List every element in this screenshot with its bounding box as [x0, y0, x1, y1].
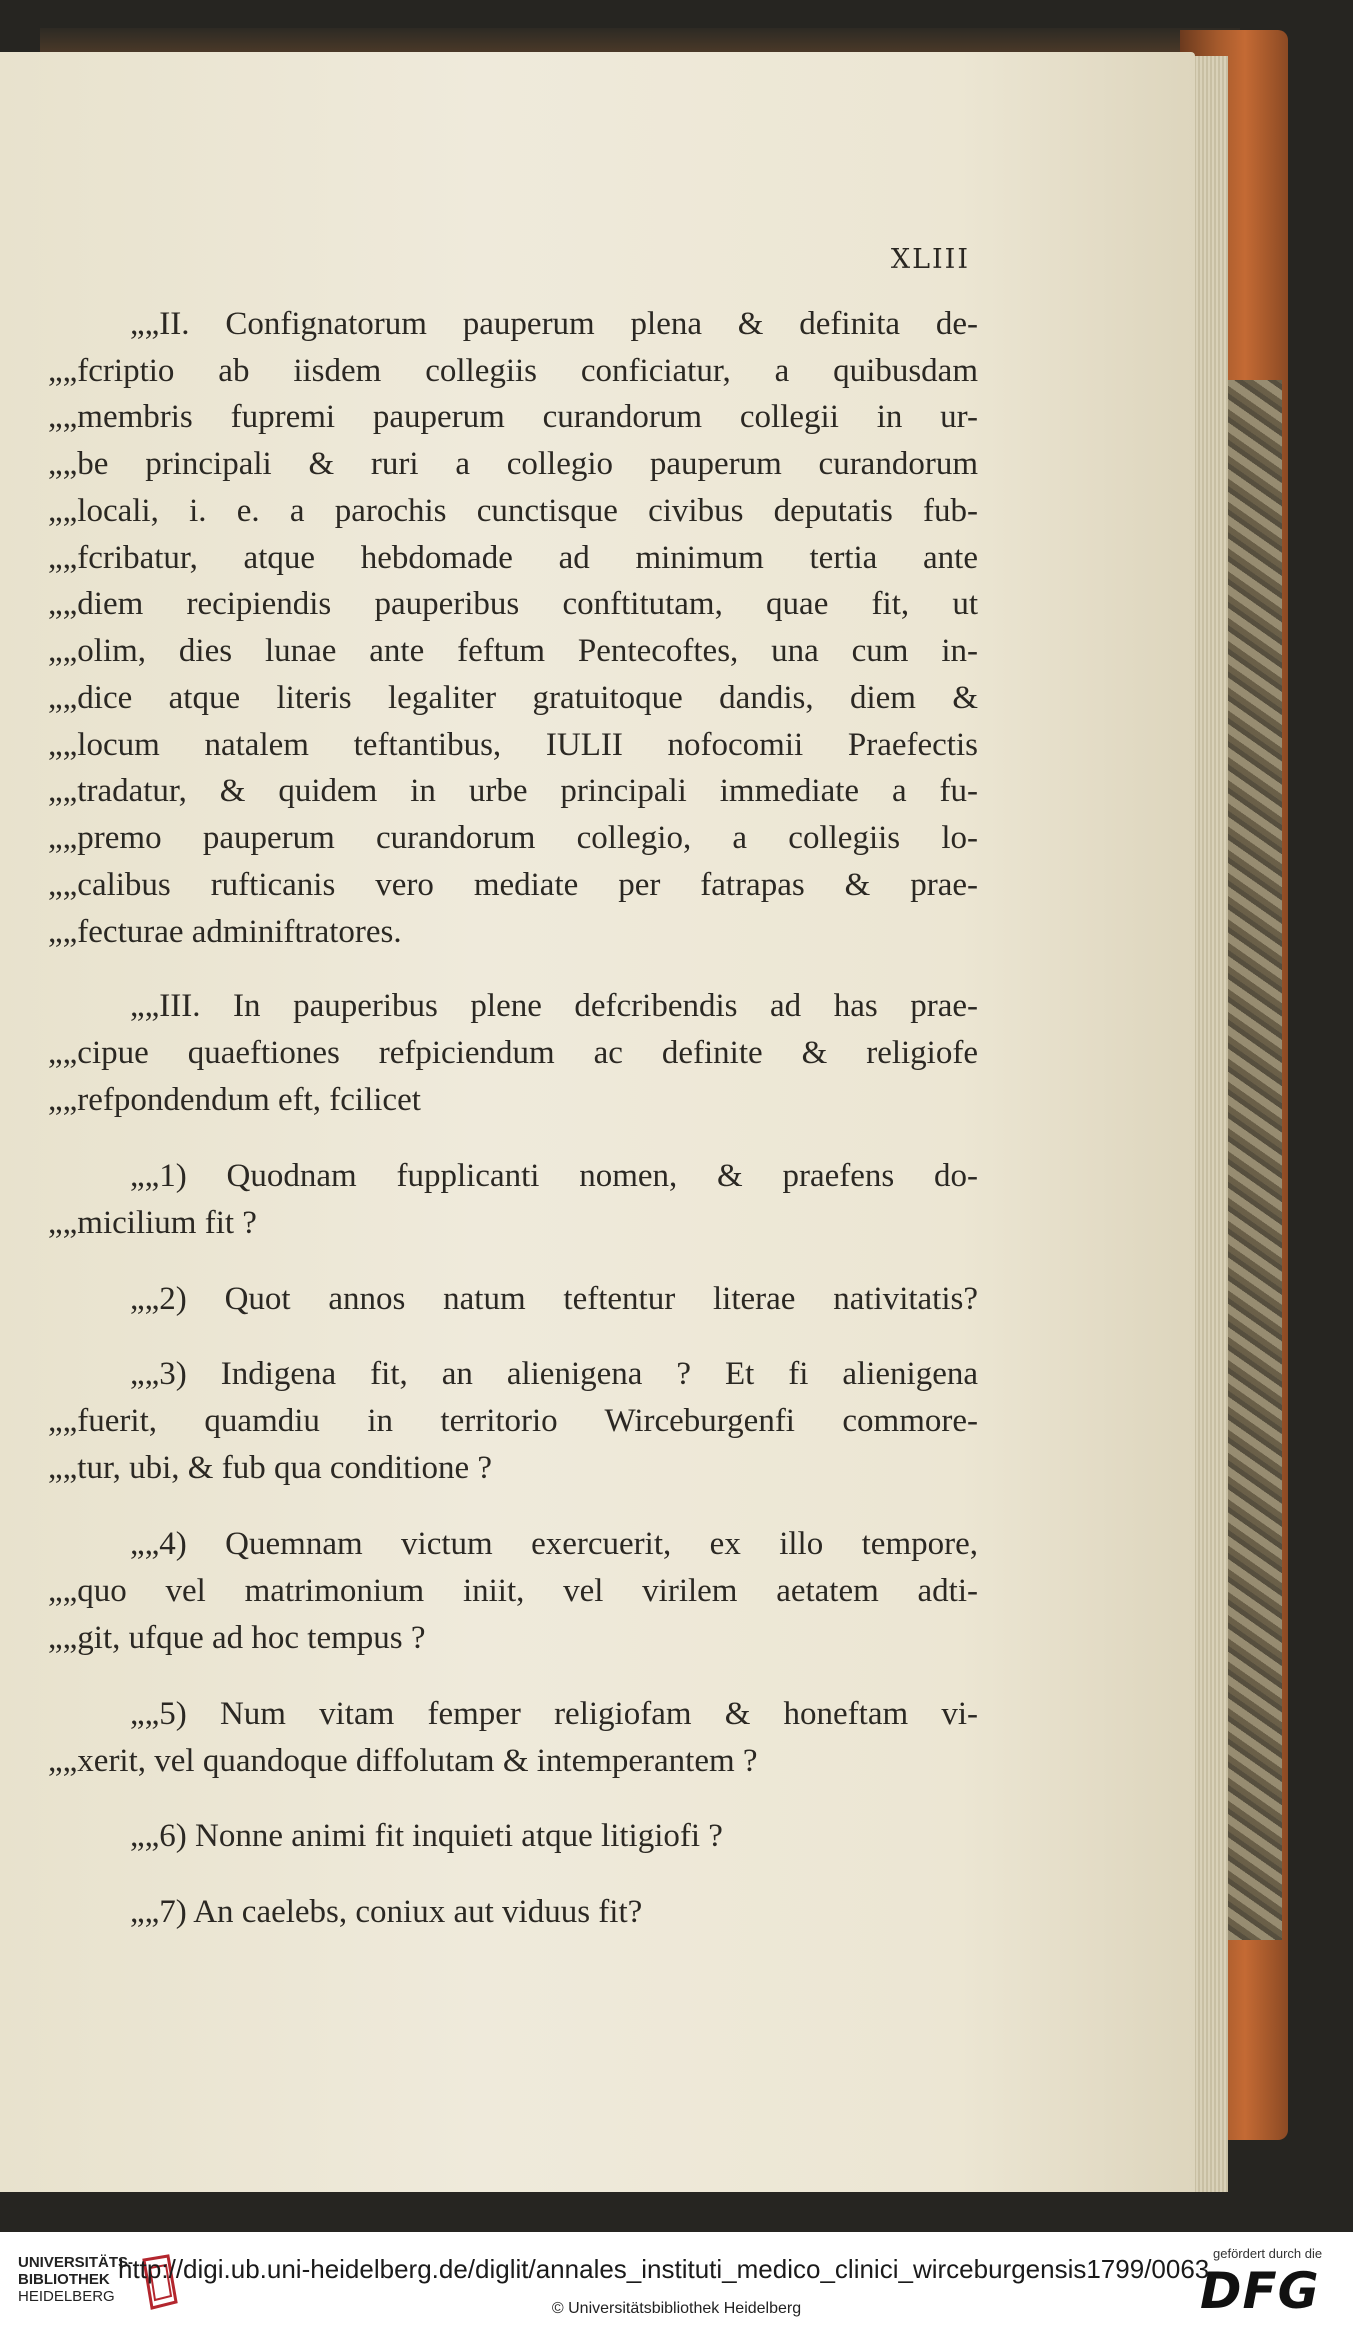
page-number: XLIII [890, 244, 970, 275]
library-name-line1: UNIVERSITÄTS- [18, 2254, 134, 2271]
text-line: „„fuerit, quamdiu in territorio Wirceburgenfi commore- [48, 1403, 978, 1439]
text-line: „„III. In pauperibus plene defcribendis ad has prae- [130, 988, 978, 1024]
text-line: „„locum natalem teftantibus, IULII nofocomii Praefectis [48, 727, 978, 763]
viewer-footer [0, 2232, 1353, 2329]
text-line: „„diem recipiendis pauperibus conftitutam, quae fit, ut [48, 586, 978, 622]
text-line: „„3) Indigena fit, an alienigena ? Et fi alienigena [130, 1356, 978, 1392]
library-name-line2: BIBLIOTHEK [18, 2271, 110, 2288]
text-line: „„5) Num vitam femper religiofam & honeftam vi- [130, 1696, 978, 1732]
text-line: „„tur, ubi, & fub qua conditione ? [48, 1450, 493, 1486]
text-line: „„cipue quaeftiones refpiciendum ac definite & religiofe [48, 1035, 978, 1071]
text-line: „„git, ufque ad hoc tempus ? [48, 1620, 426, 1656]
copyright-notice: © Universitätsbibliothek Heidelberg [551, 2300, 802, 2317]
dfg-logo: DFG [1200, 2262, 1320, 2320]
text-line: „„fecturae adminiftratores. [48, 914, 402, 950]
text-line: „„refpondendum eft, fcilicet [48, 1082, 421, 1118]
text-line: „„1) Quodnam fupplicanti nomen, & praefens do- [130, 1158, 978, 1194]
text-line: „„tradatur, & quidem in urbe principali immediate a fu- [48, 773, 978, 809]
library-name-line3: HEIDELBERG [18, 2288, 115, 2305]
text-line: „„dice atque literis legaliter gratuitoque dandis, diem & [48, 680, 978, 716]
text-line: „„micilium fit ? [48, 1205, 257, 1241]
text-line: „„xerit, vel quandoque diffolutam & intemperantem ? [48, 1743, 758, 1779]
text-line: „„be principali & ruri a collegio pauperum curandorum [48, 446, 978, 482]
text-line: „„6) Nonne animi fit inquieti atque litigiofi ? [130, 1818, 723, 1854]
funder-label: gefördert durch die [1213, 2246, 1323, 2261]
text-line: „„membris fupremi pauperum curandorum collegii in ur- [48, 399, 978, 435]
text-line: „„fcriptio ab iisdem collegiis conficiatur, a quibusdam [48, 353, 978, 389]
text-line: „„7) An caelebs, coniux aut viduus fit? [130, 1894, 643, 1930]
library-logo [18, 2254, 133, 2305]
text-line: „„quo vel matrimonium iniit, vel virilem aetatem adti- [48, 1573, 978, 1609]
text-line: „„fcribatur, atque hebdomade ad minimum tertia ante [48, 540, 978, 576]
text-line: „„olim, dies lunae ante feftum Pentecoftes, una cum in- [48, 633, 978, 669]
text-line: „„2) Quot annos natum teftentur literae nativitatis? [130, 1281, 978, 1317]
text-line: „„calibus rufticanis vero mediate per fatrapas & prae- [48, 867, 978, 903]
permalink-url[interactable]: http://digi.ub.uni-heidelberg.de/diglit/annales_instituti_medico_clinici_wirceburgensis1799/0063 [118, 2254, 1210, 2284]
text-line: „„premo pauperum curandorum collegio, a collegiis lo- [48, 820, 978, 856]
text-line: „„locali, i. e. a parochis cunctisque civibus deputatis fub- [48, 493, 978, 529]
text-line: „„4) Quemnam victum exercuerit, ex illo tempore, [130, 1526, 978, 1562]
text-line: „„II. Confignatorum pauperum plena & definita de- [130, 306, 978, 342]
book-page [0, 52, 1195, 2192]
